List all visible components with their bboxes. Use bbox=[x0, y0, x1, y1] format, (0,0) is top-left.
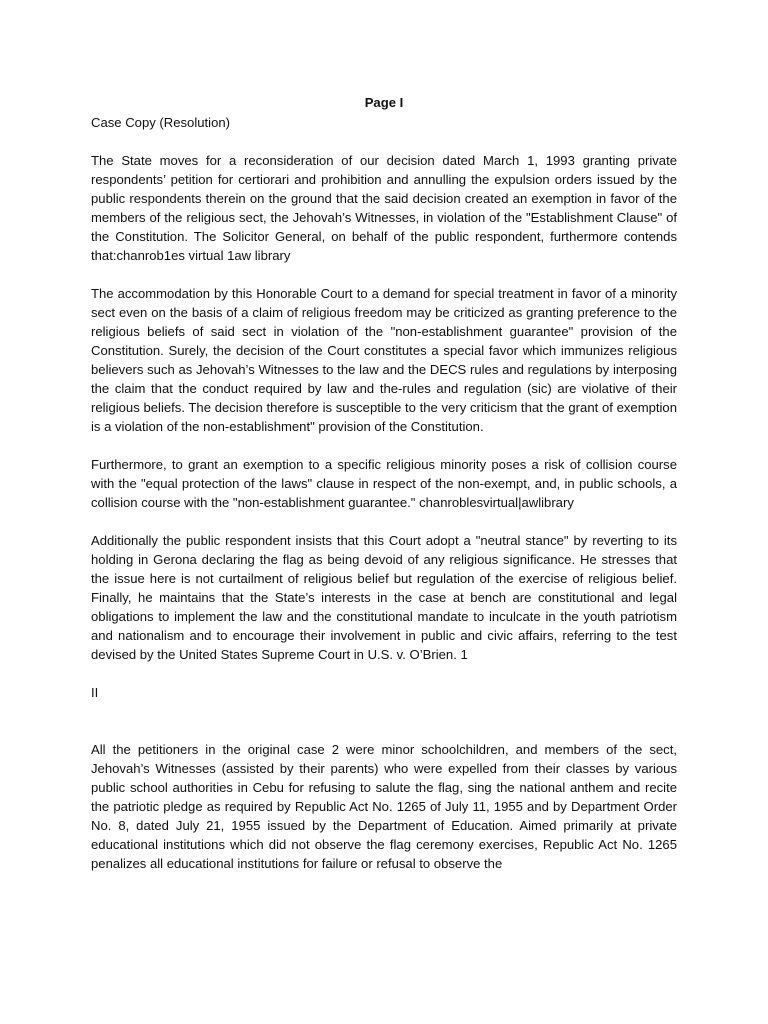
paragraph-motion: The State moves for a reconsideration of our decision dated March 1, 1993 granting private respondents’ petition for certiorari and prohibition and annulling the expulsion orders issued by the public respondents therein on the ground that the said decision created an exemption in favor of the members of the religious sect, the Jehovah’s Witnesses, in violation of the "Establishment Clause" of the Constitution. The Solicitor General, on behalf of the public respondent, furthermore contends that:chanrob1es virtual 1aw library bbox=[91, 153, 677, 263]
paragraph-accommodation: The accommodation by this Honorable Court to a demand for special treatment in favor of a minority sect even on the basis of a claim of religious freedom may be criticized as granting preference to the religious beliefs of said sect in violation of the "non-establishment guarantee" provision of the Constitution. Surely, the decision of the Court constitutes a special favor which immunizes religious believers such as Jehovah’s Witnesses to the law and the DECS rules and regulations by interposing the claim that the conduct required by law and the-rules and regulation (sic) are violative of their religious beliefs. The decision therefore is susceptible to the very criticism that the grant of exemption is a violation of the non-establishment" provision of the Constitution. bbox=[91, 286, 677, 434]
document-body bbox=[91, 93, 677, 892]
paragraph-equal-protection: Furthermore, to grant an exemption to a specific religious minority poses a risk of collision course with the "equal protection of the laws" clause in respect of the non-exempt, and, in public schools, a collision course with the "non-establishment guarantee." chanroblesvirtual|awlibrary bbox=[91, 457, 677, 510]
section-number: II bbox=[91, 685, 99, 700]
paragraph-petitioners: All the petitioners in the original case 2 were minor schoolchildren, and members of the sect, Jehovah’s Witnesses (assisted by their parents) who were expelled from their classes by various public school authorities in Cebu for refusing to salute the flag, sing the national anthem and recite the patriotic pledge as required by Republic Act No. 1265 of July 11, 1955 and by Department Order No. 8, dated July 21, 1955 issued by the Department of Education. Aimed primarily at private educational institutions which did not observe the flag ceremony exercises, Republic Act No. 1265 penalizes all educational institutions for failure or refusal to observe the bbox=[91, 742, 677, 871]
case-heading: Case Copy (Resolution) bbox=[91, 115, 230, 130]
page-title: Page I bbox=[364, 95, 404, 110]
paragraph-neutral-stance: Additionally the public respondent insists that this Court adopt a "neutral stance" by reverting to its holding in Gerona declaring the flag as being devoid of any religious significance. He stresses that the issue here is not curtailment of religious belief but regulation of the exercise of religious belief. Finally, he maintains that the State’s interests in the case at bench are constitutional and legal obligations to implement the law and the constitutional mandate to inculcate in the youth patriotism and nationalism and to encourage their involvement in public and civic affairs, referring to the test devised by the United States Supreme Court in U.S. v. O’Brien. 1 bbox=[91, 533, 677, 662]
